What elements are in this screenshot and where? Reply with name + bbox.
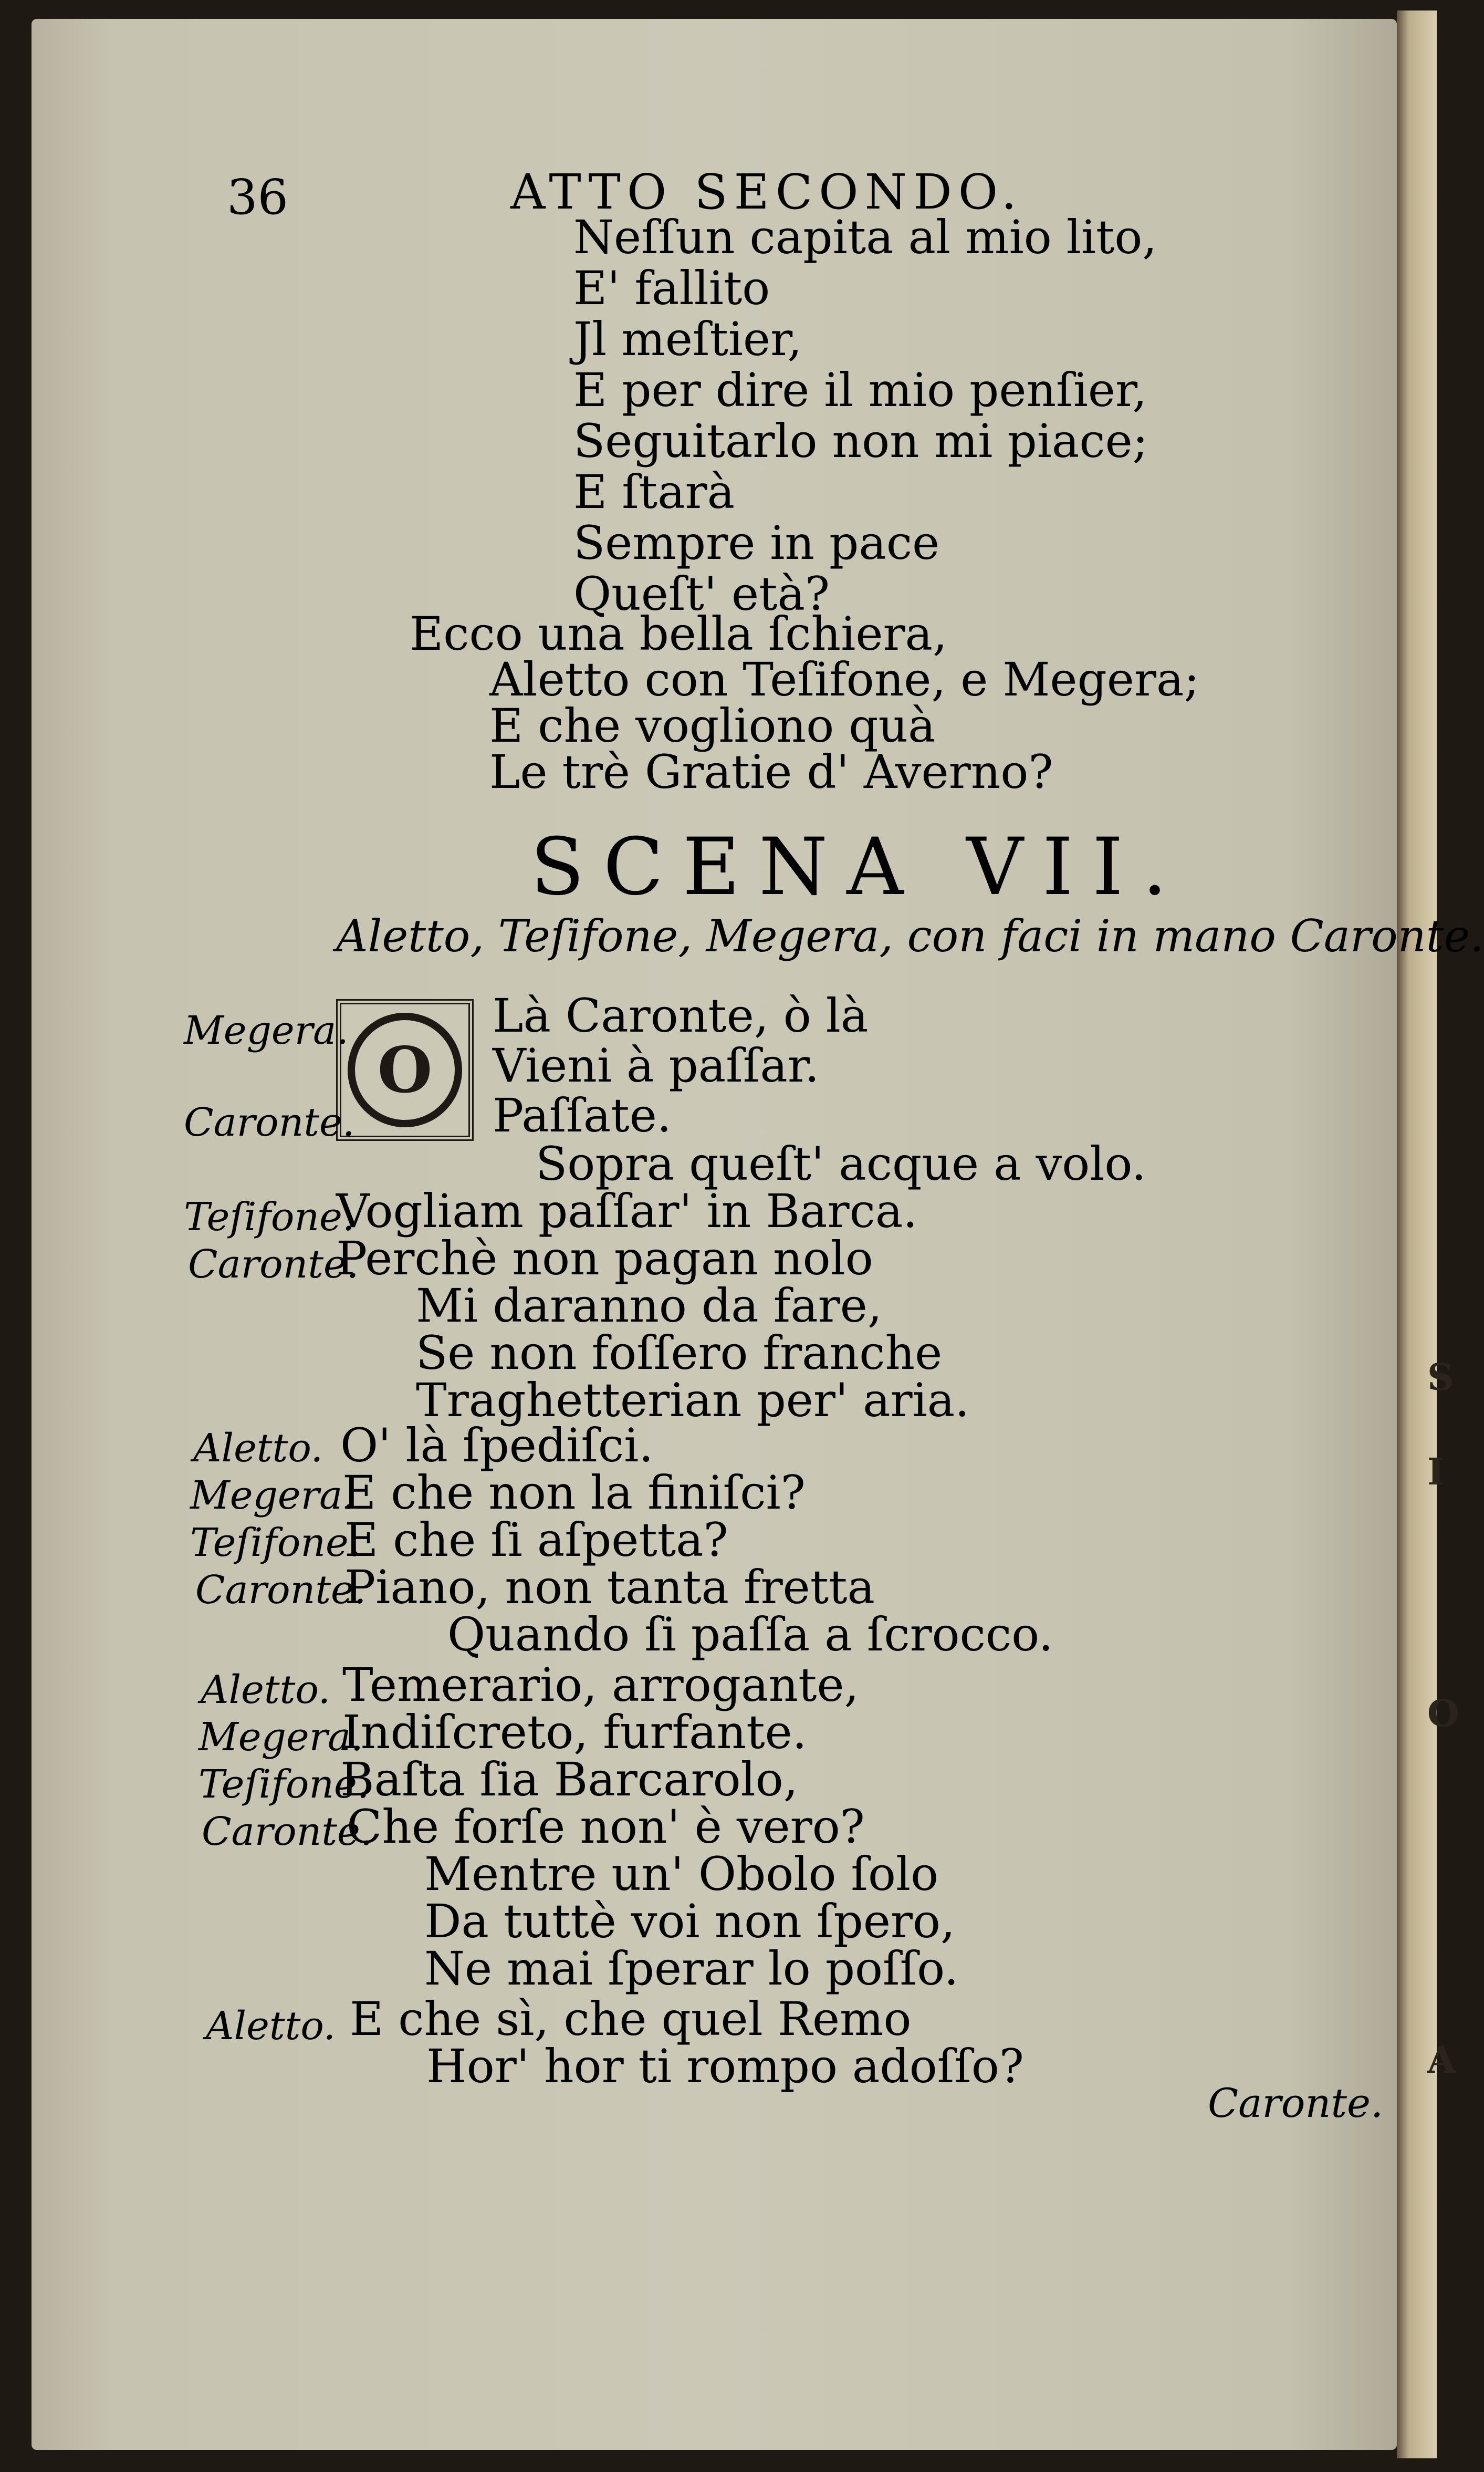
dialogue-line: Vogliam paſſar' in Barca.: [336, 1184, 918, 1238]
dialogue-line: E che sì, che quel Remo: [350, 1992, 912, 2046]
dialogue-line: Quando ſi paſſa a ſcrocco.: [447, 1607, 1053, 1661]
dialogue-line: Temerario, arrogante,: [342, 1658, 859, 1712]
verse-line: Jl meſtier,: [573, 312, 802, 366]
adjacent-page-edge: [1397, 11, 1437, 2458]
verse-line: Neſſun capita al mio lito,: [573, 210, 1157, 264]
speaker-label: Teſifone.: [198, 1762, 370, 1807]
dialogue-line: Sopra queſt' acque a volo.: [536, 1137, 1146, 1191]
dialogue-line: Traghetterian per' aria.: [416, 1373, 970, 1427]
speaker-label: Teſifone.: [190, 1520, 361, 1565]
dialogue-line: Vieni à paſſar.: [493, 1038, 820, 1093]
verse-line: E ſtarà: [573, 465, 735, 519]
speaker-label: Caronte.: [184, 1100, 355, 1145]
verse-line: E che vogliono quà: [489, 699, 936, 753]
ornamental-initial: [336, 999, 474, 1141]
adjacent-page-mark: S: [1427, 1355, 1454, 1399]
dialogue-line: Piano, non tanta fretta: [344, 1560, 875, 1614]
adjacent-page-mark: A: [1427, 2038, 1456, 2082]
ornamental-initial-letter: O: [348, 1013, 462, 1127]
dialogue-line: Ne mai ſperar lo poſſo.: [424, 1941, 959, 1996]
verse-line: Aletto con Teſifone, e Megera;: [489, 652, 1200, 707]
verse-line: Ecco una bella ſchiera,: [410, 607, 947, 661]
dialogue-line: Mentre un' Obolo ſolo: [424, 1847, 939, 1901]
speaker-label: Megera.: [184, 1008, 349, 1053]
verse-line: Queſt' età?: [573, 567, 830, 621]
dialogue-line: E che non la finiſci?: [342, 1466, 806, 1520]
verse-line: Seguitarlo non mi piace;: [573, 414, 1148, 468]
verse-line: E' fallito: [573, 261, 770, 315]
running-head: ATTO SECONDO.: [510, 164, 1023, 220]
dialogue-line: Mi daranno da fare,: [416, 1279, 882, 1333]
scene-cast: Aletto, Teſifone, Megera, con faci in mano Caronte.: [336, 910, 1484, 962]
speaker-label: Aletto.: [193, 1426, 323, 1471]
dialogue-line: Baſta ſia Barcarolo,: [340, 1752, 798, 1806]
dialogue-line: Che forſe non' è vero?: [347, 1800, 865, 1854]
verse-line: E per dire il mio penſier,: [573, 363, 1147, 417]
scene-title: SCENA VII.: [530, 822, 1186, 913]
speaker-label: Megera.: [190, 1473, 355, 1518]
dialogue-line: Hor' hor ti rompo adoſſo?: [426, 2039, 1024, 2093]
verse-line: Sempre in pace: [573, 516, 940, 570]
speaker-label: Aletto.: [206, 2003, 336, 2049]
speaker-label: Megera.: [198, 1715, 363, 1760]
page-number: 36: [227, 169, 289, 225]
speaker-label: Caronte.: [195, 1567, 367, 1613]
dialogue-line: Perchè non pagan nolo: [336, 1231, 873, 1285]
speaker-label: Teſifone.: [184, 1195, 355, 1240]
dialogue-line: E che ſi aſpetta?: [344, 1513, 728, 1567]
dialogue-line: Paſſate.: [493, 1088, 672, 1142]
verse-line: Le trè Gratie d' Averno?: [489, 745, 1053, 799]
dialogue-line: Da tuttè voi non ſpero,: [424, 1894, 955, 1948]
speaker-label: Caronte.: [188, 1242, 359, 1287]
dialogue-line: Indiſcreto, furfante.: [342, 1705, 807, 1759]
speaker-label: Aletto.: [201, 1667, 331, 1712]
catchword: Caronte.: [1208, 2080, 1384, 2126]
speaker-label: Caronte.: [202, 1809, 373, 1854]
adjacent-page-mark: O: [1427, 1691, 1459, 1735]
dialogue-line: O' là ſpediſci.: [340, 1418, 654, 1472]
dialogue-line: Se non foſſero franche: [416, 1326, 943, 1380]
dialogue-line: Là Caronte, ò là: [493, 989, 869, 1043]
adjacent-page-mark: I: [1427, 1450, 1445, 1493]
